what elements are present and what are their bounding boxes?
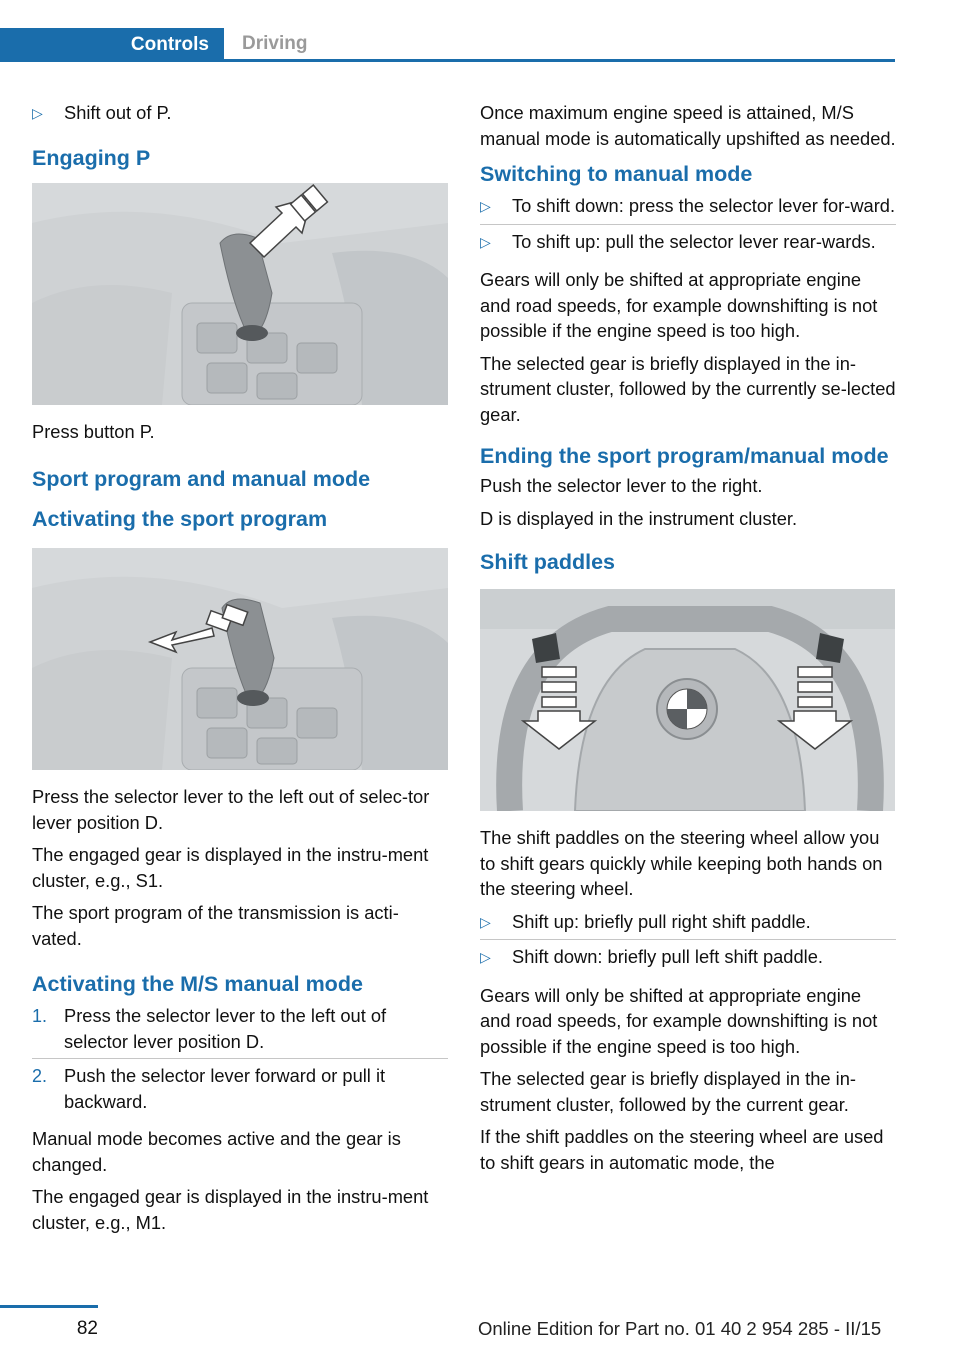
left-column xyxy=(32,100,448,1242)
list-item: ▷ To shift down: press the selector lever for-ward. xyxy=(480,193,896,225)
text-gears-1: Gears will only be shifted at appropriate engine and road speeds, for example downshifting is not possible if the engine speed is too high. xyxy=(480,269,878,341)
text-selected-2: The selected gear is briefly displayed in the in-strument cluster, followed by the current gear. xyxy=(480,1068,856,1115)
text-selected-1: The selected gear is briefly displayed in the in-strument cluster, followed by the currently se-lected gear. xyxy=(480,352,896,425)
text-sport-1: Press the selector lever to the left out of selec-tor lever position D. xyxy=(32,786,430,833)
text-d-displayed: D is displayed in the instrument cluster. xyxy=(480,507,798,529)
numbered-list xyxy=(32,1003,448,1118)
heading-switching: Switching to manual mode xyxy=(480,162,753,186)
page-number: 82 xyxy=(76,1318,98,1339)
figure-steering-wheel-paddles xyxy=(480,589,895,811)
text-press-button-p: Press button P. xyxy=(32,420,155,442)
text-gears-2: Gears will only be shifted at appropriate engine and road speeds, for example downshifting is not possible if the engine speed is too high. xyxy=(480,984,878,1057)
list-item: ▷ Shift out of P. xyxy=(32,100,448,127)
triangle-bullet-icon: ▷ xyxy=(480,913,491,930)
triangle-bullet-icon: ▷ xyxy=(480,949,491,965)
text-max-speed: Once maximum engine speed is attained, M/S manual mode is automatically upshifted as needed. xyxy=(480,102,896,149)
heading-activating-sport: Activating the sport program xyxy=(32,507,328,531)
list-item: ▷ Shift down: briefly pull left shift paddle. xyxy=(480,940,896,975)
heading-ending: Ending the sport program/manual mode xyxy=(480,444,889,468)
bullet-list xyxy=(480,193,896,259)
text-push-right: Push the selector lever to the right. xyxy=(480,475,763,496)
text-sport-2: The engaged gear is displayed in the instru-ment cluster, e.g., S1. xyxy=(32,844,429,891)
heading-sport-manual: Sport program and manual mode xyxy=(32,467,371,491)
text-sport-3: The sport program of the transmission is acti-vated. xyxy=(32,902,399,949)
list-item: 1. Press the selector lever to the left out of selector lever position D. xyxy=(32,1003,448,1059)
heading-engaging-p: Engaging P xyxy=(32,145,151,170)
edition-text: Online Edition for Part no. 01 40 2 954 285 - II/15 xyxy=(478,1318,882,1339)
footer-rule xyxy=(0,1305,98,1308)
right-column xyxy=(480,100,896,1182)
text-paddles-intro: The shift paddles on the steering wheel allow you to shift gears quickly while keeping both hands on the steering wheel. xyxy=(480,827,883,899)
text-manual-1: Manual mode becomes active and the gear is changed. xyxy=(32,1128,401,1175)
figure-selector-lever-sport xyxy=(32,548,448,770)
text-manual-2: The engaged gear is displayed in the instru-ment cluster, e.g., M1. xyxy=(32,1186,429,1233)
triangle-bullet-icon: ▷ xyxy=(480,198,491,214)
list-item: ▷ To shift up: pull the selector lever rear-wards. xyxy=(480,225,896,260)
tab-driving[interactable]: Driving xyxy=(242,32,308,54)
tab-controls[interactable]: Controls xyxy=(0,28,224,62)
heading-activating-ms: Activating the M/S manual mode xyxy=(32,972,363,996)
triangle-bullet-icon: ▷ xyxy=(480,233,491,250)
figure-selector-lever-engage-p xyxy=(32,183,448,405)
list-item: ▷ Shift up: briefly pull right shift paddle. xyxy=(480,909,896,941)
page-header xyxy=(0,28,895,62)
heading-paddles: Shift paddles xyxy=(480,550,615,574)
triangle-bullet-icon: ▷ xyxy=(32,105,43,121)
bullet-list xyxy=(480,909,896,975)
list-item: 2. Push the selector lever forward or pull it backward. xyxy=(32,1065,386,1112)
text-if-paddles: If the shift paddles on the steering wheel are used to shift gears in automatic mode, the xyxy=(480,1126,884,1173)
header-rule xyxy=(0,59,895,62)
